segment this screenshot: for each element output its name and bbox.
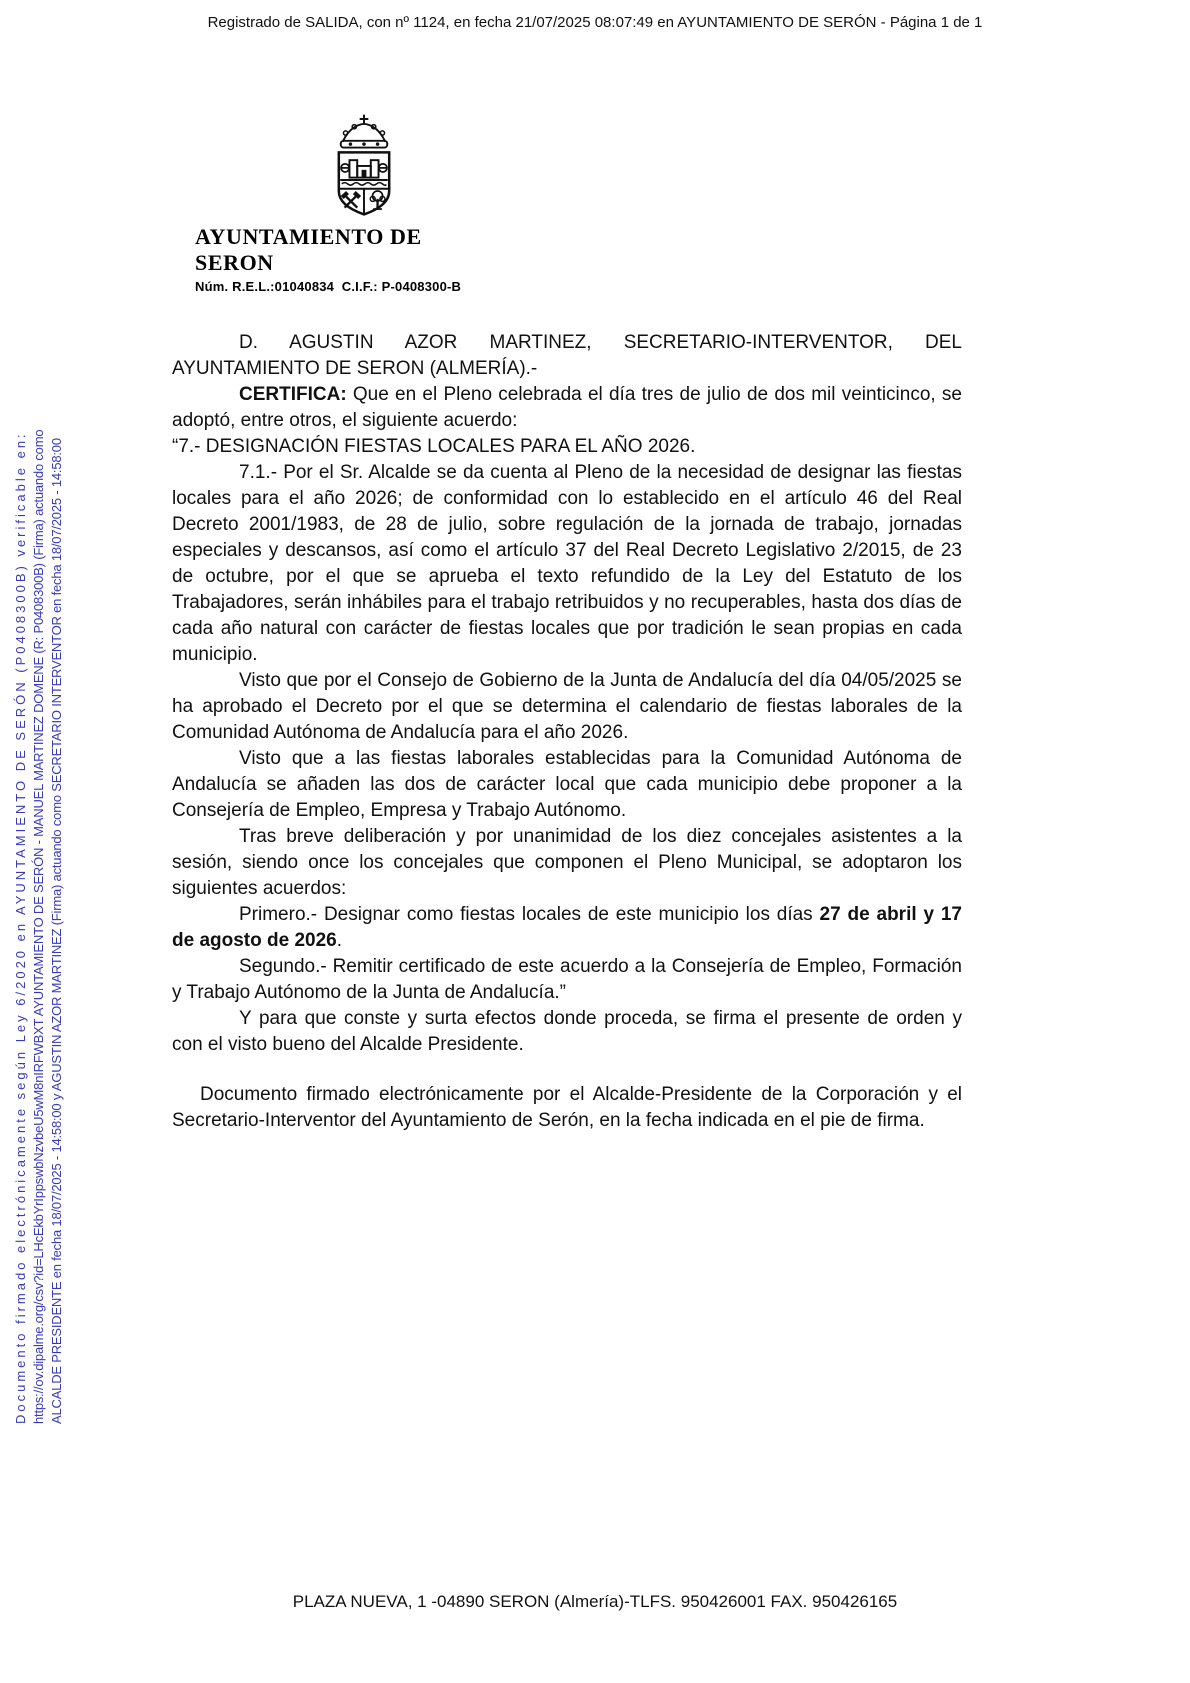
- certifica-text: Que en el Pleno celebrada el día tres de julio de dos mil veinticinco, se adoptó, entre otros, el siguiente acuerdo:: [172, 384, 962, 431]
- paragraph-agenda-item-title: “7.- DESIGNACIÓN FIESTAS LOCALES PARA EL AÑO 2026.: [172, 436, 696, 457]
- organization-registry-cif: Núm. R.E.L.:01040834 C.I.F.: P-0408300-B: [195, 279, 462, 294]
- paragraph-certifica: [172, 382, 962, 434]
- paragraph-secretary-intro: D. AGUSTIN AZOR MARTINEZ, SECRETARIO-INTERVENTOR, DEL AYUNTAMIENTO DE SERON (ALMERÍA).-: [172, 332, 962, 379]
- seron-coat-of-arms-icon: [333, 112, 395, 218]
- paragraph-conste: Y para que conste y surta efectos donde proceda, se firma el presente de orden y con el visto bueno del Alcalde Presidente.: [172, 1008, 962, 1055]
- signature-csv-url-line: https://ov.dipalme.org/csv?id=LHcEkbYrIppswbNzvbeU5wM8nIRFWBXT AYUNTAMIENTO DE SERÓN - MANUEL MARTINEZ DOMENE (R: P0408300B) (Firma) actuando como: [31, 429, 46, 1424]
- paragraph-deliberacion: Tras breve deliberación y por unanimidad de los diez concejales asistentes a la sesión, siendo once los concejales que componen el Pleno Municipal, se adoptaron los siguientes acuerdos:: [172, 826, 962, 899]
- paragraph-7-1: 7.1.- Por el Sr. Alcalde se da cuenta al Pleno de la necesidad de designar las fiestas locales para el año 2026; de conformidad con lo establecido en el artículo 46 del Real Decreto 2001/1983, de 28 de julio, sobre regulación de la jornada de trabajo, jornadas especiales y descansos, así como el artículo 37 del Real Decreto Legislativo 2/2015, de 23 de octubre, por el que se aprueba el texto refundido de la Ley del Estatuto de los Trabajadores, serán inhábiles para el trabajo retribuidos y no recuperables, hasta dos días de cada año natural con carácter de fiestas locales que por tradición le sean propias en cada municipio.: [172, 462, 962, 665]
- registration-stamp-line: Registrado de SALIDA, con nº 1124, en fecha 21/07/2025 08:07:49 en AYUNTAMIENTO DE SERÓN - Página 1 de 1: [207, 14, 983, 31]
- address-footer: PLAZA NUEVA, 1 -04890 SERON (Almería)-TLFS. 950426001 FAX. 950426165: [292, 1592, 898, 1611]
- primero-dates-bold: 27 de abril y 17 de agosto de 2026: [172, 904, 963, 951]
- organization-name: AYUNTAMIENTO DE SERON: [195, 224, 422, 275]
- paragraph-visto-fiestas-locales: Visto que a las fiestas laborales establecidas para la Comunidad Autónoma de Andalucía se añaden las dos de carácter local que cada municipio debe proponer a la Consejería de Empleo, Empresa y Trabajo Autónomo.: [172, 748, 962, 821]
- paragraph-visto-decreto: Visto que por el Consejo de Gobierno de la Junta de Andalucía del día 04/05/2025 se ha aprobado el Decreto por el que se determina el calendario de fiestas laborales de la Comunidad Autónoma de Andalucía para el año 2026.: [172, 670, 962, 743]
- certificate-body: [172, 330, 962, 1134]
- signature-sidebar-rotated-text: [12, 194, 66, 1424]
- primero-period: .: [336, 930, 343, 951]
- signature-verification-line: Documento firmado electrónicamente según Ley 6/2020 en AYUNTAMIENTO DE SERÓN (P0408300B) verificable en:: [13, 431, 28, 1424]
- paragraph-signature-note: Documento firmado electrónicamente por el Alcalde-Presidente de la Corporación y el Secretario-Interventor del Ayuntamiento de Serón, en la fecha indicada en el pie de firma.: [172, 1084, 962, 1131]
- signature-signers-line: ALCALDE PRESIDENTE en fecha 18/07/2025 - 14:58:00 y AGUSTIN AZOR MARTINEZ (Firma) actuando como SECRETARIO INTERVENTOR en fecha 18/07/2025 - 14:58:00: [49, 438, 64, 1424]
- primero-text: Primero.- Designar como fiestas locales de este municipio los días: [239, 904, 820, 925]
- paragraph-primero: [172, 902, 962, 954]
- letterhead: [195, 112, 495, 294]
- paragraph-segundo: Segundo.- Remitir certificado de este acuerdo a la Consejería de Empleo, Formación y Trabajo Autónomo de la Junta de Andalucía.”: [172, 956, 962, 1003]
- certifica-label: CERTIFICA:: [239, 384, 347, 405]
